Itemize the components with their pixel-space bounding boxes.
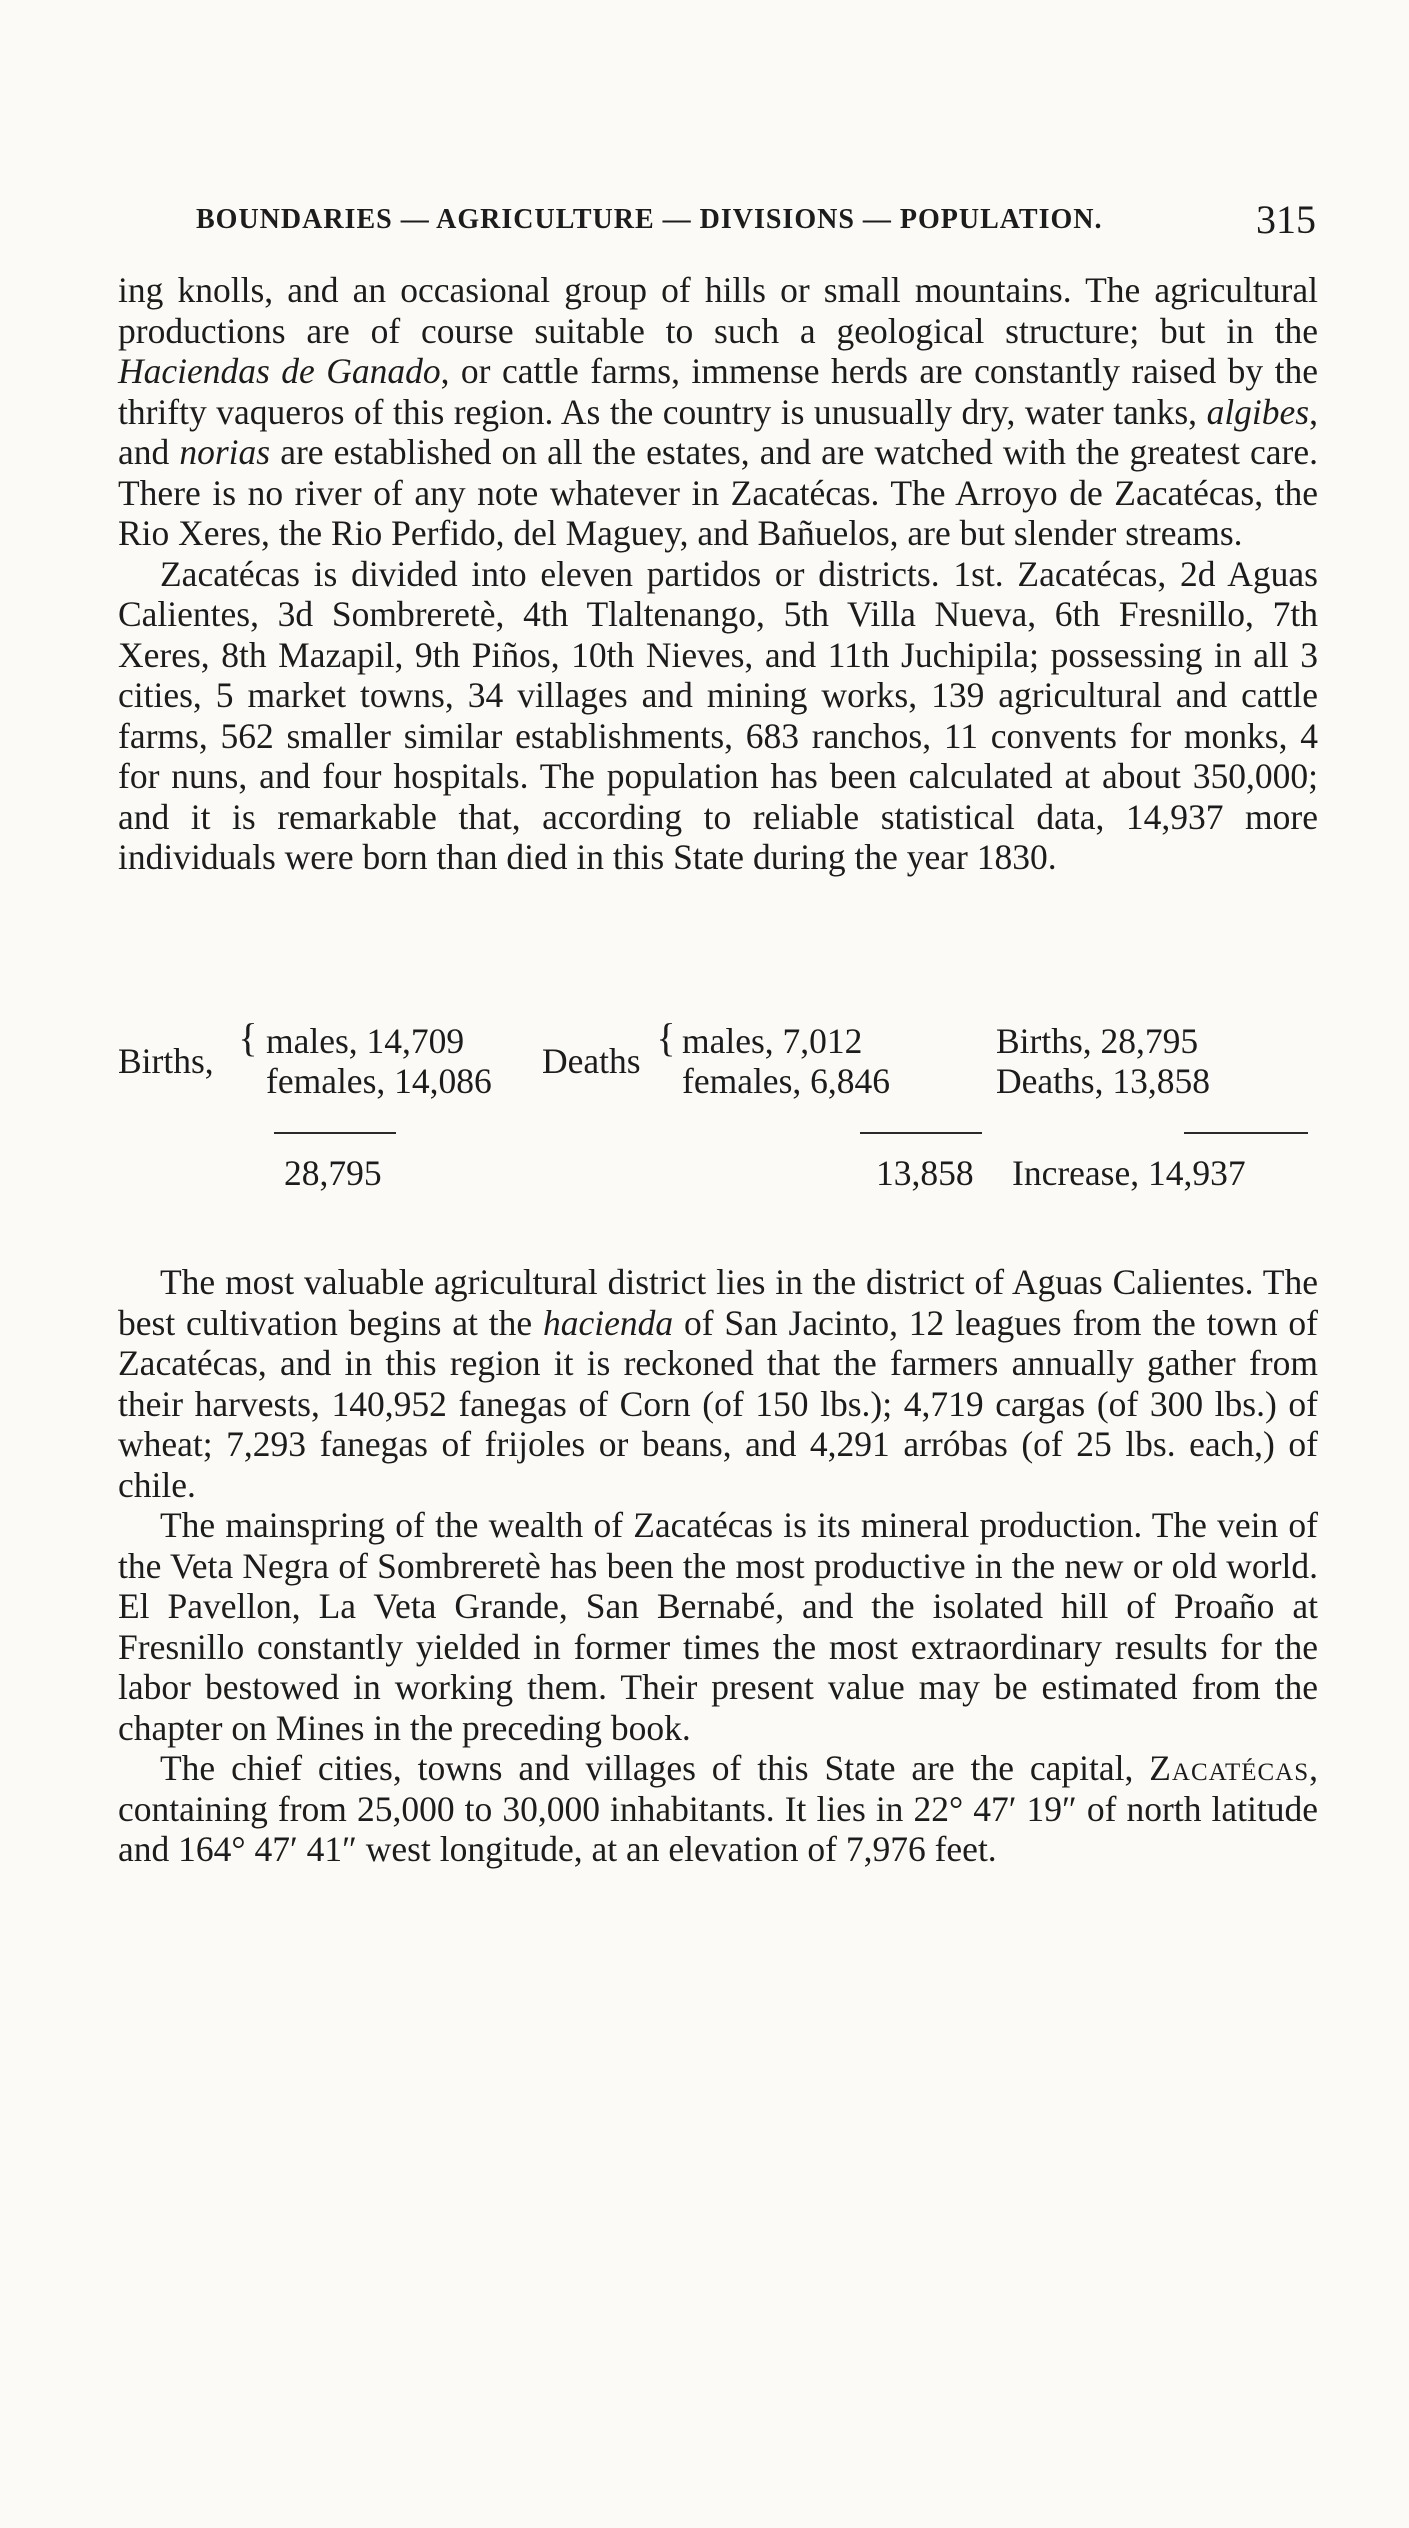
page-header	[196, 196, 1316, 246]
births-males: males, 14,709	[266, 1021, 465, 1061]
deaths-label: Deaths	[542, 1041, 641, 1081]
running-head: BOUNDARIES — AGRICULTURE — DIVISIONS — POPULATION.	[196, 204, 1103, 235]
paragraph-4: The mainspring of the wealth of Zacatécas is its mineral production. The vein of the Veta Negra of Sombreretè has been the most productive in the new or old world. El Pavellon, La Veta Grande, San Bernabé, and the isolated hill of Proaño at Fresnillo constantly yielded in former times the most extraordinary results for the labor bestowed in working them. Their present value may be estimated from the chapter on Mines in the preceding book.	[118, 1505, 1318, 1748]
brace-icon: {	[656, 1015, 676, 1060]
births-deaths-table	[118, 1015, 1318, 1220]
body-text-top	[118, 270, 1318, 878]
body-text-bottom	[118, 1262, 1318, 1870]
summary-deaths: Deaths, 13,858	[996, 1061, 1210, 1101]
paragraph-1: ing knolls, and an occasional group of hills or small mountains. The agricultural productions are of course suitable to such a geological structure; but in the Haciendas de Ganado, or cattle farms, immense herds are constantly raised by the thrifty vaqueros of this region. As the country is unusually dry, water tanks, algibes, and norias are established on all the estates, and are watched with the greatest care. There is no river of any note whatever in Zacatécas. The Arroyo de Zacatécas, the Rio Xeres, the Rio Perfido, del Maguey, and Bañuelos, are but slender streams.	[118, 270, 1318, 553]
summary-births: Births, 28,795	[996, 1021, 1199, 1061]
deaths-sum-rule	[860, 1132, 982, 1134]
births-sum-rule	[274, 1132, 396, 1134]
births-females: females, 14,086	[266, 1061, 492, 1101]
births-label: Births,	[118, 1041, 214, 1081]
increase-total: Increase, 14,937	[1012, 1153, 1246, 1193]
page-number: 315	[1256, 197, 1316, 242]
increase-rule	[1184, 1132, 1308, 1134]
brace-icon: {	[238, 1015, 258, 1060]
deaths-females: females, 6,846	[682, 1061, 891, 1101]
deaths-males: males, 7,012	[682, 1021, 863, 1061]
total-births: 28,795	[284, 1153, 382, 1193]
paragraph-5: The chief cities, towns and villages of this State are the capital, Zacatécas, containing from 25,000 to 30,000 inhabitants. It lies in 22° 47′ 19″ of north latitude and 164° 47′ 41″ west longitude, at an elevation of 7,976 feet.	[118, 1748, 1318, 1869]
paragraph-3: The most valuable agricultural district lies in the district of Aguas Calientes. The best cultivation begins at the hacienda of San Jacinto, 12 leagues from the town of Zacatécas, and in this region it is reckoned that the farmers annually gather from their harvests, 140,952 fanegas of Corn (of 150 lbs.); 4,719 cargas (of 300 lbs.) of wheat; 7,293 fanegas of frijoles or beans, and 4,291 arróbas (of 25 lbs. each,) of chile.	[118, 1262, 1318, 1505]
total-deaths: 13,858	[876, 1153, 974, 1193]
paragraph-2: Zacatécas is divided into eleven partidos or districts. 1st. Zacatécas, 2d Aguas Calientes, 3d Sombreretè, 4th Tlaltenango, 5th Villa Nueva, 6th Fresnillo, 7th Xeres, 8th Mazapil, 9th Piños, 10th Nieves, and 11th Juchipila; possessing in all 3 cities, 5 market towns, 34 villages and mining works, 139 agricultural and cattle farms, 562 smaller similar establishments, 683 ranchos, 11 convents for monks, 4 for nuns, and four hospitals. The population has been calculated at about 350,000; and it is remarkable that, according to reliable statistical data, 14,937 more individuals were born than died in this State during the year 1830.	[118, 553, 1318, 877]
